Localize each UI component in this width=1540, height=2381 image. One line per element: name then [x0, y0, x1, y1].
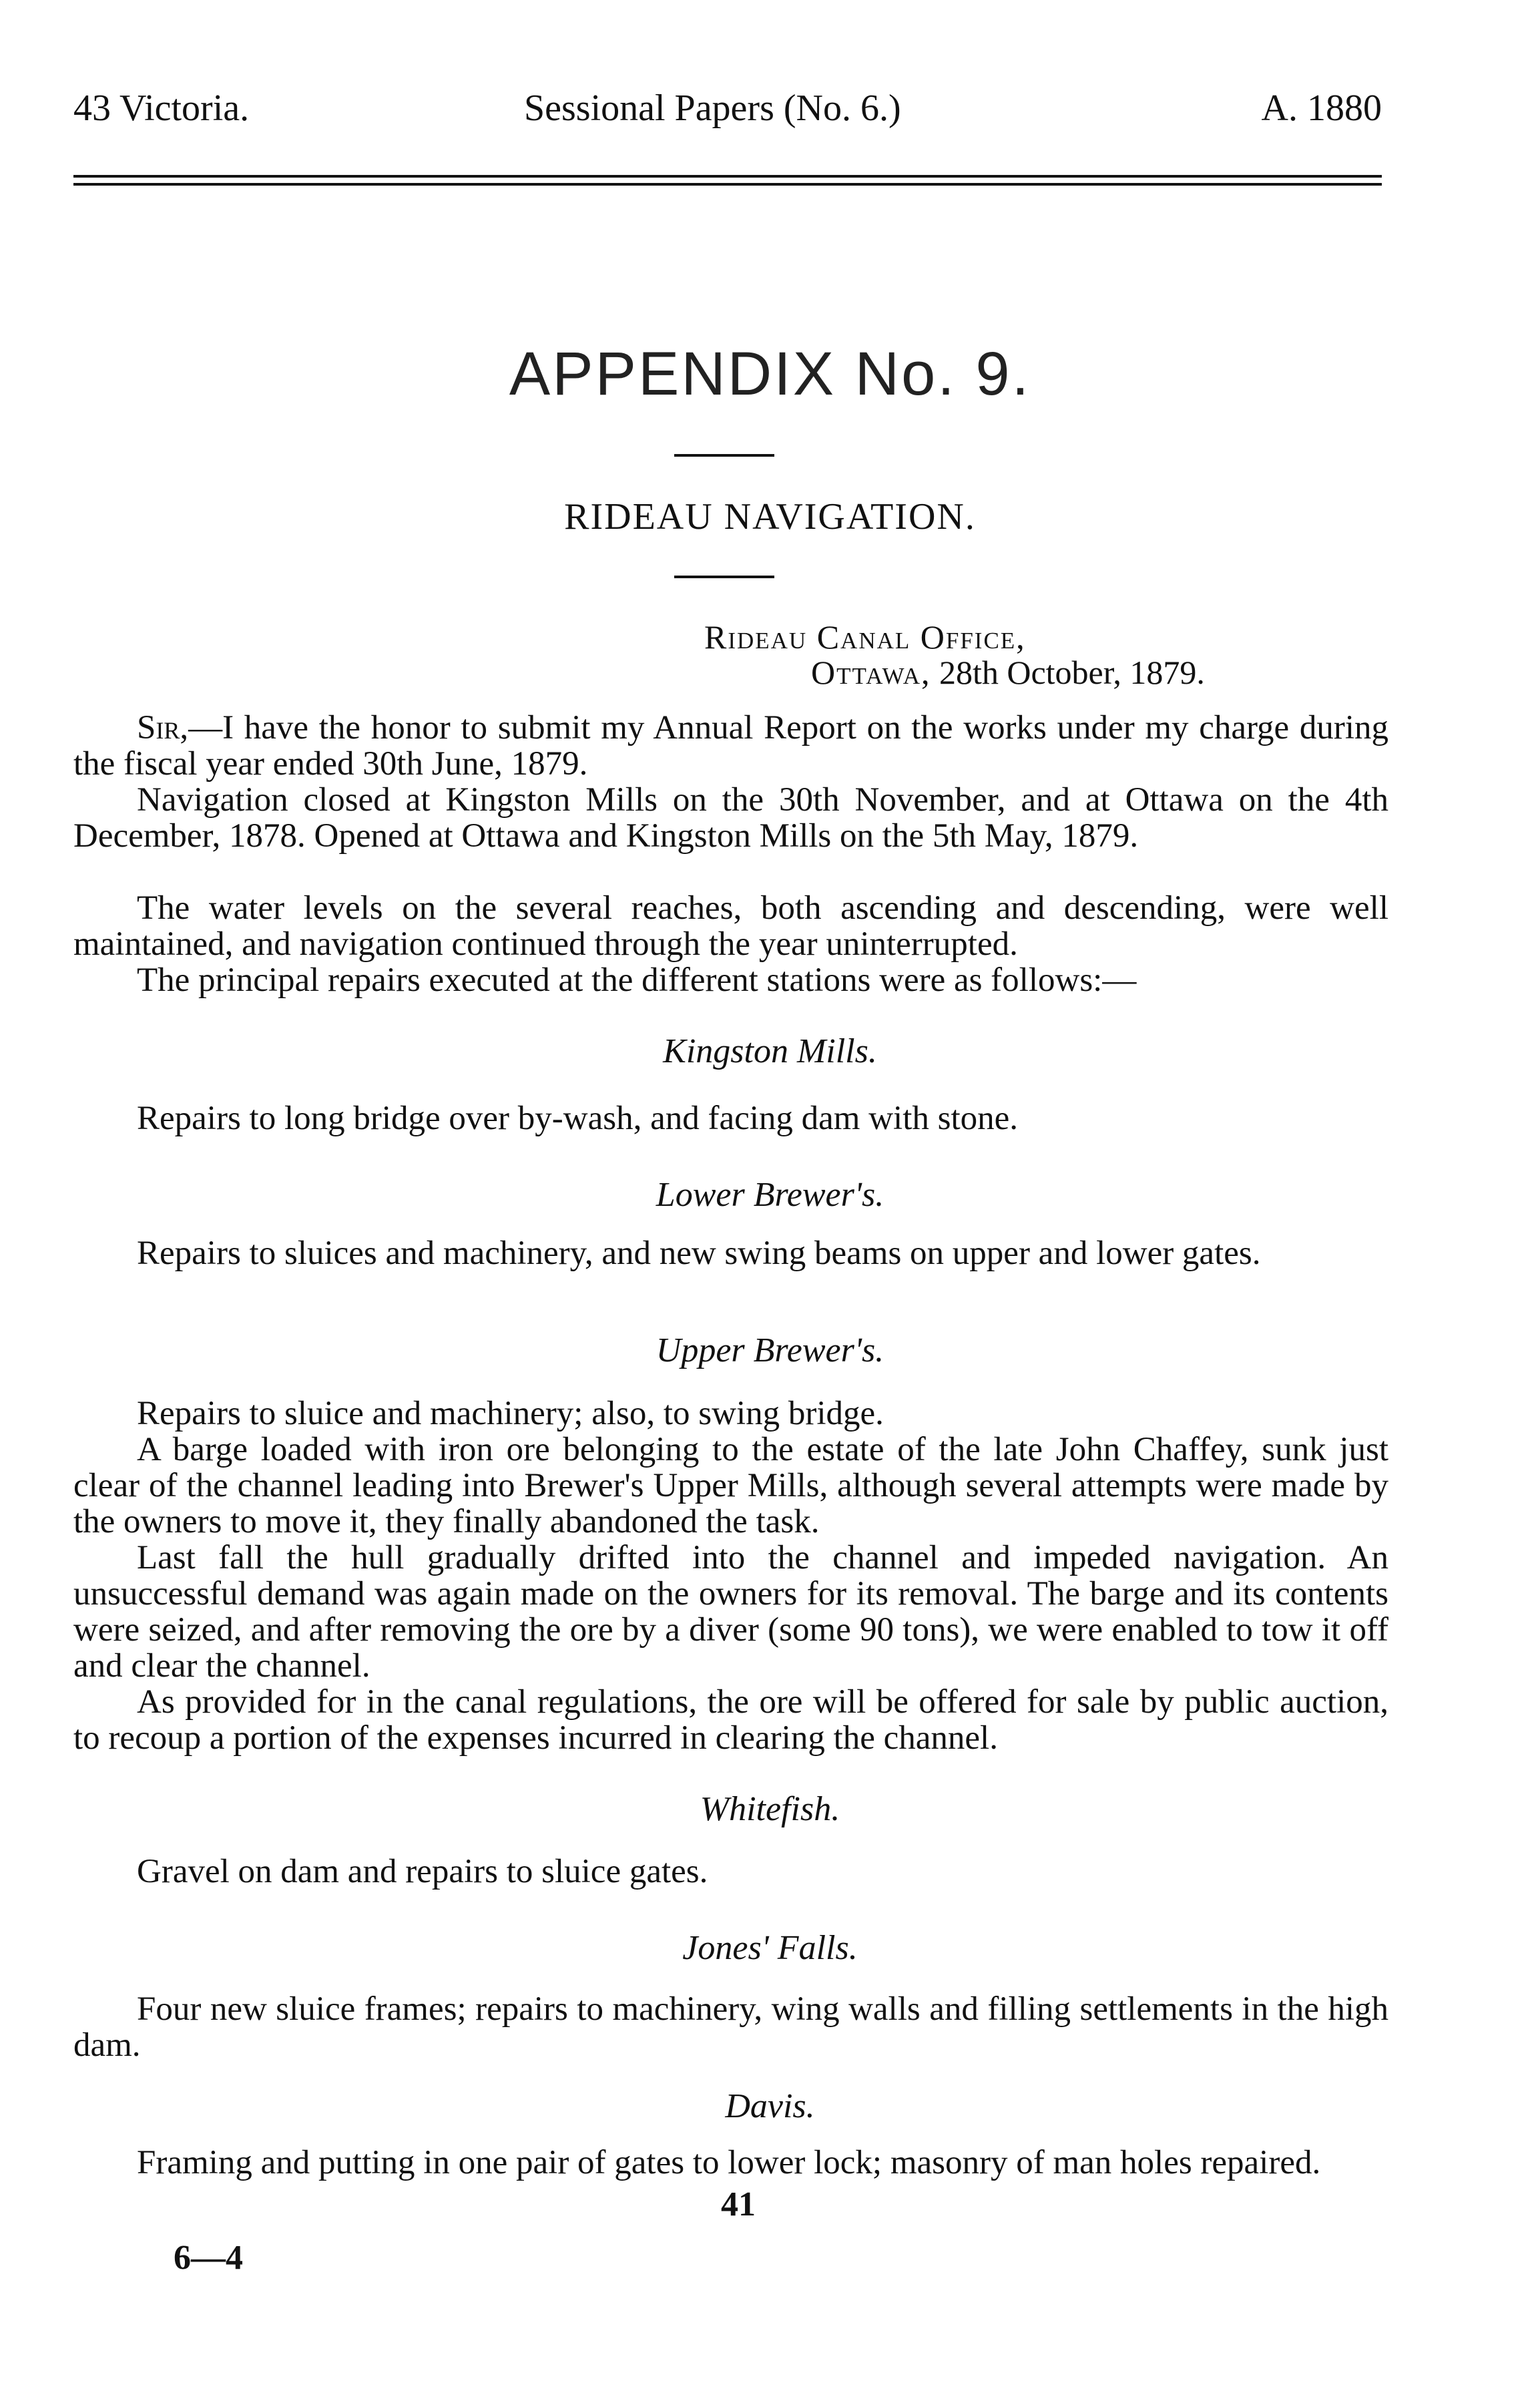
appendix-title: APPENDIX No. 9.: [509, 340, 1031, 408]
section-subtitle: RIDEAU NAVIGATION.: [564, 496, 976, 537]
paragraph-intro: [73, 710, 1388, 782]
header-rule-top: [73, 175, 1382, 178]
upper-brewers-barge: A barge loaded with iron ore belonging to the estate of the late John Chaffey, sunk just clear of the channel leading into Brewer's Upper Mills, although several attempts were made by the owners to move it, they finally abandoned the task.: [73, 1431, 1388, 1540]
upper-brewers-ore-sale: As provided for in the canal regulations, the ore will be offered for sale by public auction, to recoup a portion of the expenses incurred in clearing the channel.: [73, 1683, 1388, 1757]
title-divider: [674, 454, 774, 457]
intro-text: —I have the honor to submit my Annual Report on the works under my charge during the fiscal year ended 30th June, 1879.: [73, 709, 1388, 783]
upper-brewers-repairs: Repairs to sluice and machinery; also, to swing bridge.: [137, 1395, 884, 1432]
header-rule-bottom: [73, 183, 1382, 186]
davis-repairs: Framing and putting in one pair of gates to lower lock; masonry of man holes repaired.: [137, 2144, 1321, 2181]
lower-brewers-repairs: Repairs to sluices and machinery, and new swing beams on upper and lower gates.: [137, 1235, 1261, 1272]
dateline-office: Rideau Canal Office,: [704, 618, 1026, 656]
upper-brewers-hull: Last fall the hull gradually drifted into the channel and impeded navigation. An unsuccessful demand was again made on the owners for its removal. The barge and its contents were seized, and after removing the ore by a diver (some 90 tons), we were enabled to tow it off and clear the channel.: [73, 1539, 1388, 1685]
page-number: 41: [721, 2185, 756, 2223]
kingston-mills-repairs: Repairs to long bridge over by-wash, and facing dam with stone.: [137, 1100, 1019, 1137]
station-heading-jones-falls: Jones' Falls.: [682, 1929, 858, 1967]
dateline-place-date: [811, 653, 1205, 692]
paragraph-water-levels: The water levels on the several reaches, both ascending and descending, were well maintained, and navigation continued through the year uninterrupted.: [73, 889, 1388, 963]
paragraph-repairs-intro: The principal repairs executed at the different stations were as follows:—: [137, 961, 1137, 999]
station-heading-whitefish: Whitefish.: [700, 1790, 840, 1828]
station-heading-kingston-mills: Kingston Mills.: [663, 1032, 877, 1070]
paragraph-navigation-dates: Navigation closed at Kingston Mills on the 30th November, and at Ottawa on the 4th December, 1878. Opened at Ottawa and Kingston Mills on the 5th May, 1879.: [73, 781, 1388, 855]
dateline-city: Ottawa,: [811, 654, 931, 691]
jones-falls-repairs: Four new sluice frames; repairs to machinery, wing walls and filling settlements in the high dam.: [73, 1990, 1388, 2064]
station-heading-davis: Davis.: [725, 2087, 815, 2125]
station-heading-lower-brewers: Lower Brewer's.: [656, 1176, 884, 1214]
dateline-date: 28th October, 1879.: [939, 654, 1205, 691]
subtitle-divider: [674, 576, 774, 578]
header-sessional-papers: Sessional Papers (No. 6.): [524, 87, 901, 129]
running-header: [73, 87, 1382, 140]
salutation: Sir,: [137, 709, 189, 746]
station-heading-upper-brewers: Upper Brewer's.: [656, 1331, 884, 1369]
header-year: A. 1880: [1261, 87, 1382, 129]
header-volume: 43 Victoria.: [73, 87, 250, 129]
whitefish-repairs: Gravel on dam and repairs to sluice gates.: [137, 1853, 708, 1890]
signature-mark: 6—4: [174, 2239, 243, 2277]
